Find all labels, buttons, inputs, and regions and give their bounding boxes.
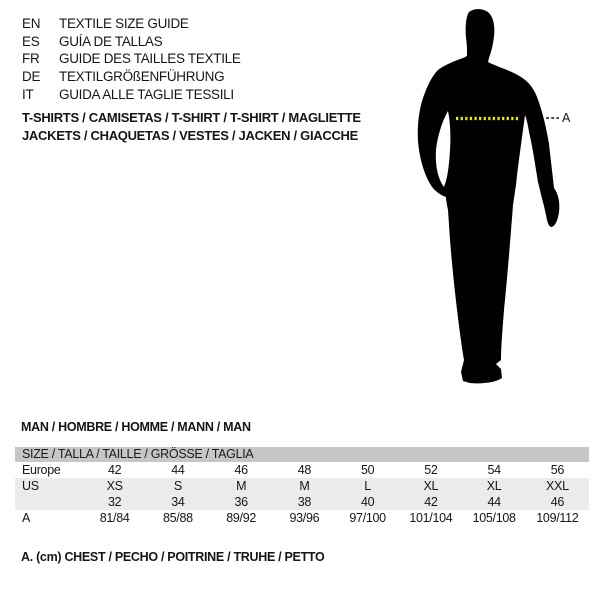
table-row — [15, 494, 589, 510]
language-code: EN — [22, 16, 41, 31]
table-cell: 42 — [107, 463, 122, 477]
language-label: GUIDE DES TAILLES TEXTILE — [59, 51, 241, 67]
table-row — [15, 462, 589, 478]
table-cell: 36 — [234, 495, 248, 509]
language-row — [22, 50, 241, 68]
language-code: FR — [22, 51, 40, 67]
table-row-label — [15, 494, 83, 510]
language-code: ES — [22, 33, 40, 49]
table-cell: 34 — [171, 495, 185, 509]
garment-categories — [22, 109, 361, 145]
table-row-label: A — [22, 511, 31, 525]
table-cell: 44 — [171, 463, 185, 477]
table-cell: 48 — [297, 463, 312, 477]
table-cell: 40 — [360, 495, 375, 509]
measure-label-a: A — [562, 111, 571, 125]
table-cell: 109/112 — [536, 511, 579, 525]
table-cell: 46 — [234, 463, 248, 477]
table-cell: 38 — [297, 495, 312, 509]
size-table-body — [15, 462, 589, 526]
language-label: GUÍA DE TALLAS — [59, 33, 163, 49]
table-cell: 101/104 — [409, 511, 453, 525]
table-cell: XL — [486, 479, 502, 493]
man-silhouette-figure — [410, 0, 600, 400]
language-label: TEXTILE SIZE GUIDE — [59, 16, 189, 31]
table-cell: 85/88 — [162, 511, 193, 525]
table-row — [15, 478, 589, 494]
table-cell: 93/96 — [289, 511, 320, 525]
language-row — [22, 15, 241, 33]
language-list — [22, 15, 241, 103]
table-cell: 54 — [487, 463, 501, 477]
table-cell: 52 — [424, 463, 438, 477]
category-line-jackets: JACKETS / CHAQUETAS / VESTES / JACKEN / GIACCHE — [22, 128, 358, 143]
table-cell: M — [299, 479, 310, 493]
table-cell: 42 — [424, 495, 438, 509]
table-cell: 56 — [550, 463, 565, 477]
table-cell: 89/92 — [226, 511, 257, 525]
language-row — [22, 68, 241, 86]
language-label: TEXTILGRÖßENFÜHRUNG — [59, 69, 225, 85]
table-cell: 81/84 — [99, 511, 130, 525]
language-label: GUIDA ALLE TAGLIE TESSILI — [59, 86, 234, 102]
table-row-label: US — [22, 479, 39, 493]
table-row-label: Europe — [22, 463, 61, 477]
table-cell: XL — [423, 479, 439, 493]
category-line-tshirts: T-SHIRTS / CAMISETAS / T-SHIRT / T-SHIRT / MAGLIETTE — [22, 110, 361, 125]
table-cell: XXL — [546, 479, 569, 493]
table-cell: 32 — [107, 495, 122, 509]
table-cell: 105/108 — [472, 511, 516, 525]
table-cell: 97/100 — [349, 511, 386, 525]
table-cell: S — [173, 479, 182, 493]
table-cell: 44 — [487, 495, 501, 509]
language-code: IT — [22, 86, 34, 102]
table-cell: L — [364, 479, 371, 493]
language-row — [22, 86, 241, 104]
language-code: DE — [22, 69, 41, 85]
measurement-footnote: A. (cm) CHEST / PECHO / POITRINE / TRUHE / PETTO — [21, 550, 325, 564]
man-silhouette-shape — [418, 9, 560, 383]
table-cell: 50 — [360, 463, 375, 477]
size-table-header: SIZE / TALLA / TAILLE / GRÖSSE / TAGLIA — [15, 447, 589, 462]
table-cell: XS — [106, 479, 123, 493]
language-row — [22, 33, 241, 51]
table-cell: 46 — [550, 495, 565, 509]
table-row — [15, 510, 589, 526]
section-title-man: MAN / HOMBRE / HOMME / MANN / MAN — [21, 420, 251, 434]
table-cell: M — [236, 479, 247, 493]
size-table — [15, 447, 589, 526]
man-silhouette-graphic — [410, 0, 600, 400]
